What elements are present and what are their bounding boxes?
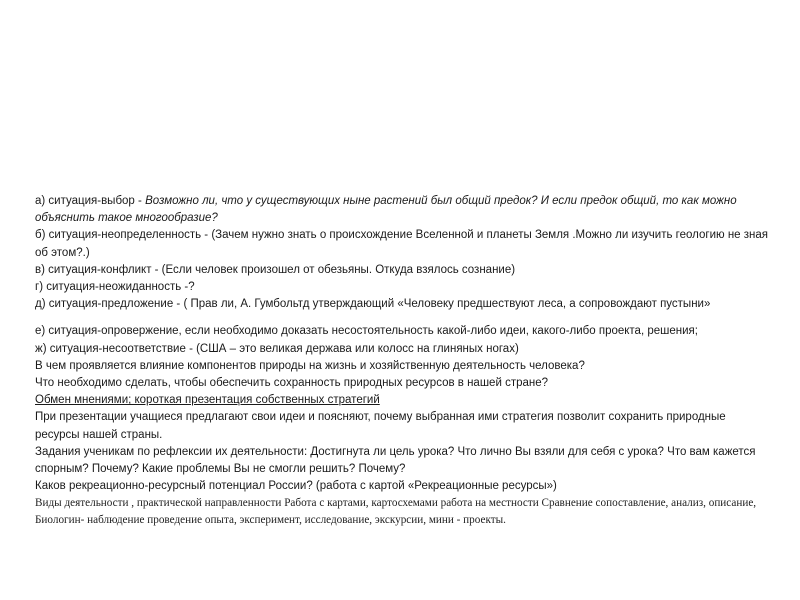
presentation-text: При презентации учащиеся предлагают свои идеи и поясняют, почему выбранная ими стратегия позволит сохранить природные ресурсы нашей страны. [35, 411, 726, 441]
activities-text: Виды деятельности , практической направленности Работа с картами, картосхемами работа на местности Сравнение сопоставление, анализ, описание, Биологин- наблюдение проведение опыта, эксперимент, исследование, экскурсии, мини - проекты. [35, 497, 757, 526]
item-g: г) ситуация-неожиданность -? [35, 281, 195, 294]
item-d: д) ситуация-предложение - ( Прав ли, А. Гумбольтд утверждающий «Человеку предшествуют леса, а сопровождают пустыни» [35, 298, 711, 311]
item-a-question: Возможно ли, что у существующих ныне растений был общий предок? И если предок общий, то как можно объяснить такое многообразие? [35, 195, 737, 225]
potential-question: Каков рекреационно-ресурсный потенциал России? (работа с картой «Рекреационные ресурсы») [35, 480, 557, 493]
document-body [35, 193, 770, 528]
spacer [35, 313, 770, 323]
item-v: в) ситуация-конфликт - (Если человек произошел от обезьяны. Откуда взялось сознание) [35, 263, 516, 276]
exchange-heading: Обмен мнениями; короткая презентация собственных стратегий [35, 394, 380, 407]
item-zh: ж) ситуация-несоответствие - (США – это великая держава или колосс на глиняных ногах) [35, 342, 519, 355]
reflection-text: Задания ученикам по рефлексии их деятельности: Достигнута ли цель урока? Что лично Вы взяли для себя с урока? Что вам кажется спорным? Почему? Какие проблемы Вы не смогли решить? Почему? [35, 445, 756, 476]
item-b: б) ситуация-неопределенность - (Зачем нужно знать о происхождение Вселенной и планеты Земля .Можно ли изучить геологию не зная об этом?.) [35, 229, 769, 259]
item-a-prefix: а) ситуация-выбор - [35, 195, 146, 207]
item-a [35, 193, 770, 227]
item-e: е) ситуация-опровержение, если необходимо доказать несостоятельность какой-либо идеи, какого-либо проекта, решения; [35, 325, 698, 338]
question-2: Что необходимо сделать, чтобы обеспечить сохранность природных ресурсов в нашей стране? [35, 377, 549, 390]
question-1: В чем проявляется влияние компонентов природы на жизнь и хозяйственную деятельность человека? [35, 359, 585, 372]
